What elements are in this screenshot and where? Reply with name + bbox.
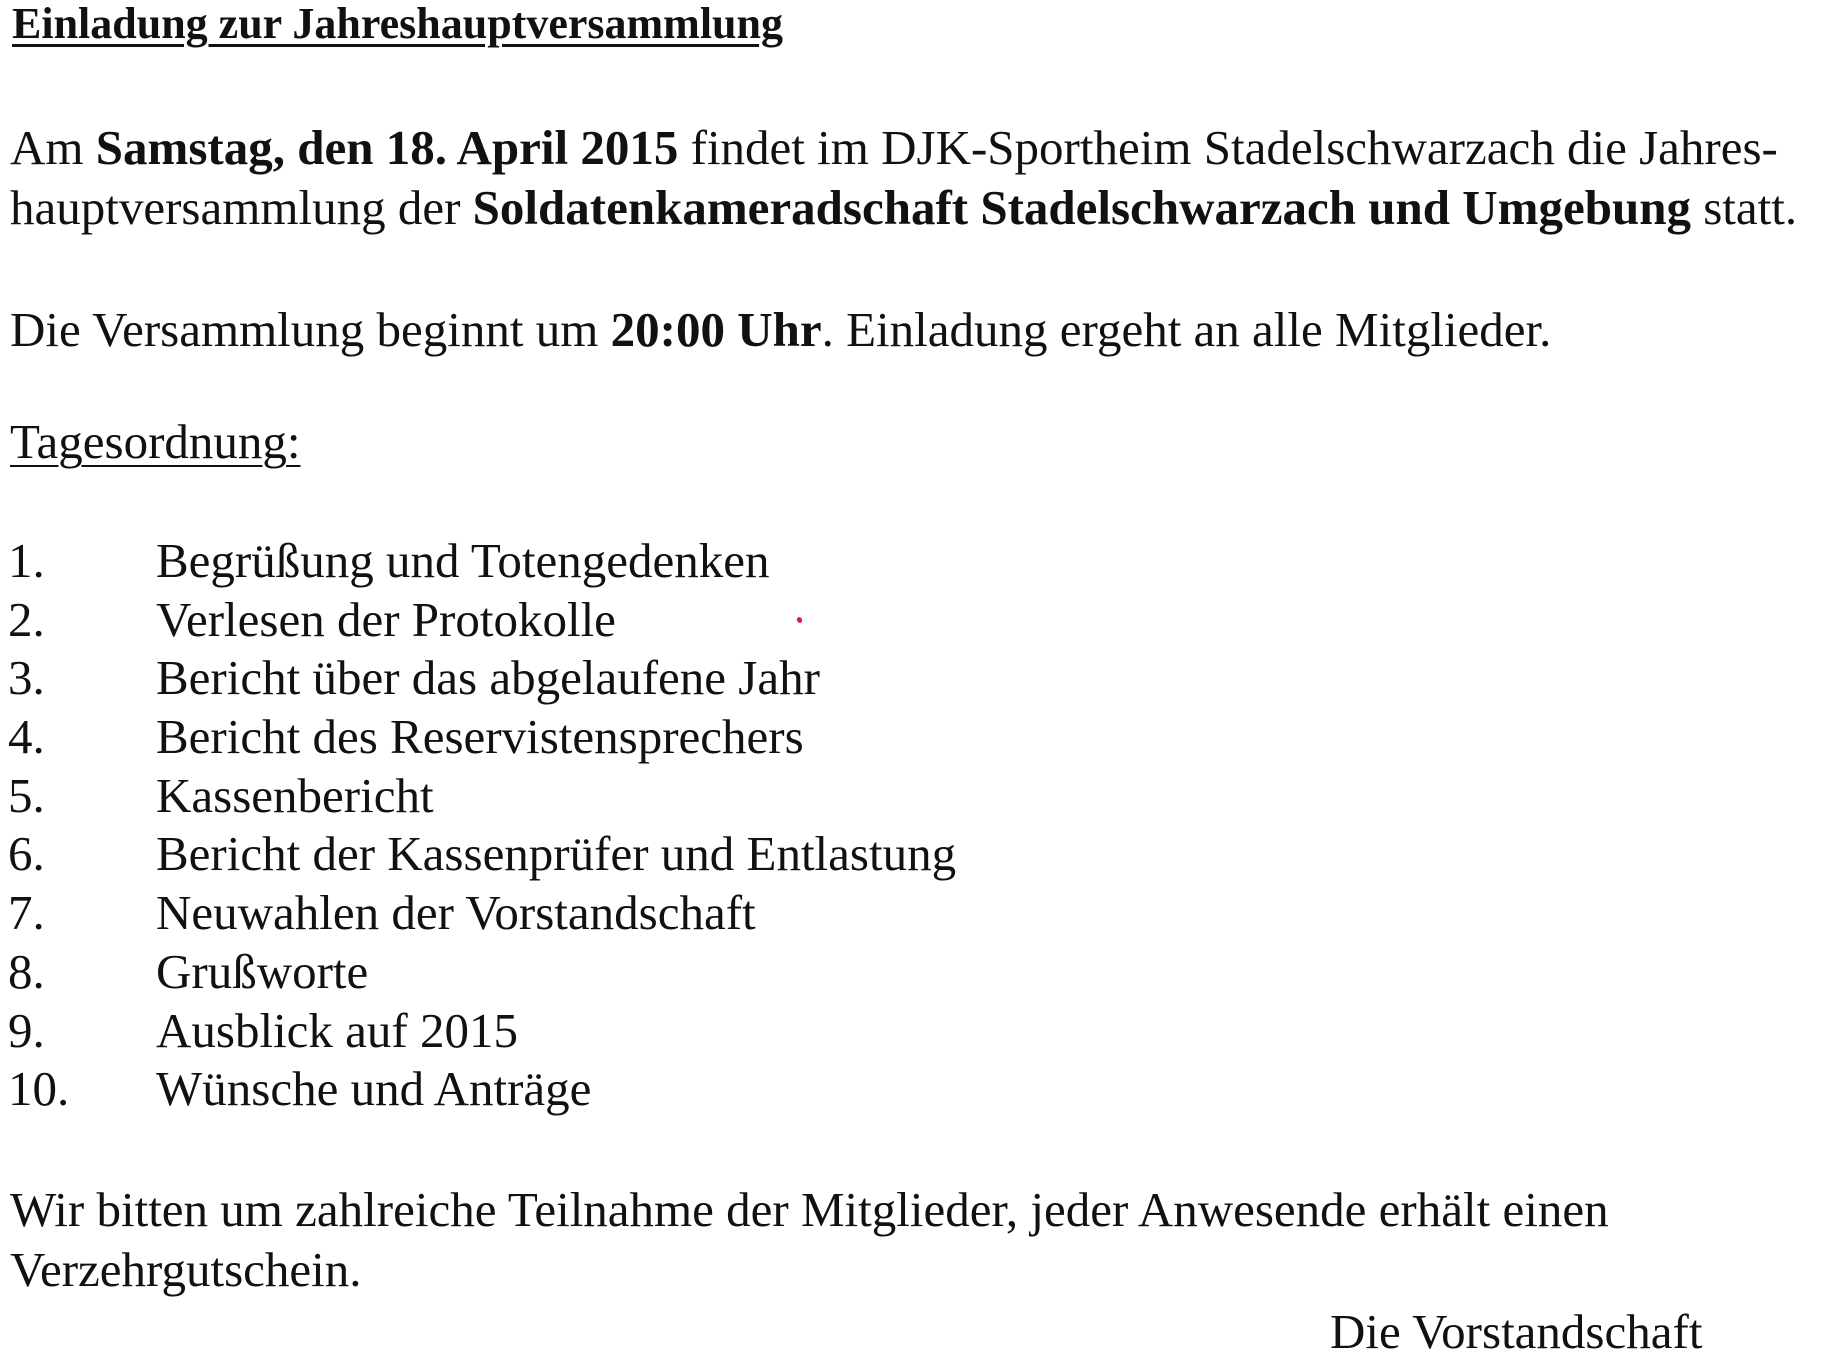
agenda-item-number: 10.: [8, 1061, 70, 1117]
agenda-item-text: Verlesen der Protokolle: [156, 591, 616, 647]
intro-text: hauptversammlung der: [10, 180, 473, 235]
agenda-item-text: Neuwahlen der Vorstandschaft: [156, 885, 756, 941]
agenda-item-number: 7.: [8, 885, 45, 941]
signature: Die Vorstandschaft: [1330, 1304, 1703, 1359]
organization-name: Soldatenkameradschaft Stadelschwarzach und Umgebung: [472, 180, 1691, 235]
agenda-item-number: 5.: [8, 767, 45, 823]
start-time: 20:00 Uhr: [610, 302, 822, 357]
agenda-item-text: Begrüßung und Totengedenken: [156, 533, 770, 588]
agenda-item-number: 3.: [8, 650, 45, 706]
document-title: Einladung zur Jahreshauptversammlung: [12, 0, 783, 48]
intro-text: findet im DJK-Sportheim Stadelschwarzach die Jahres-: [678, 120, 1778, 175]
agenda-item-number: 2.: [8, 591, 45, 647]
intro-paragraph: [10, 118, 1797, 238]
agenda-item-text: Bericht des Reservistensprechers: [156, 709, 804, 765]
red-ink-dot: [796, 616, 803, 624]
intro-text: Am: [10, 120, 96, 175]
agenda-item-text: Ausblick auf 2015: [156, 1002, 518, 1058]
agenda-item-number: 4.: [8, 709, 45, 765]
intro-text: statt.: [1690, 180, 1798, 235]
agenda-item-number: 6.: [8, 826, 45, 882]
closing-paragraph: [10, 1180, 1609, 1300]
closing-line: Wir bitten um zahlreiche Teilnahme der Mitglieder, jeder Anwesende erhält einen: [10, 1182, 1609, 1237]
start-text: . Einladung ergeht an alle Mitglieder.: [821, 302, 1552, 357]
agenda-heading: Tagesordnung:: [10, 414, 301, 469]
agenda-item-text: Bericht über das abgelaufene Jahr: [156, 650, 820, 706]
agenda-item-text: Bericht der Kassenprüfer und Entlastung: [156, 826, 957, 882]
closing-line: Verzehrgutschein.: [10, 1242, 362, 1297]
agenda-item-number: 9.: [8, 1002, 45, 1058]
agenda-item-text: Kassenbericht: [156, 767, 434, 823]
agenda-item-text: Grußworte: [156, 943, 369, 999]
agenda-item-number: 8.: [8, 943, 45, 999]
start-text: Die Versammlung beginnt um: [10, 302, 611, 357]
meeting-date: Samstag, den 18. April 2015: [95, 120, 679, 175]
agenda-item-text: Wünsche und Anträge: [156, 1061, 592, 1117]
start-time-paragraph: [10, 300, 1551, 360]
agenda-item-number: 1.: [8, 533, 45, 588]
